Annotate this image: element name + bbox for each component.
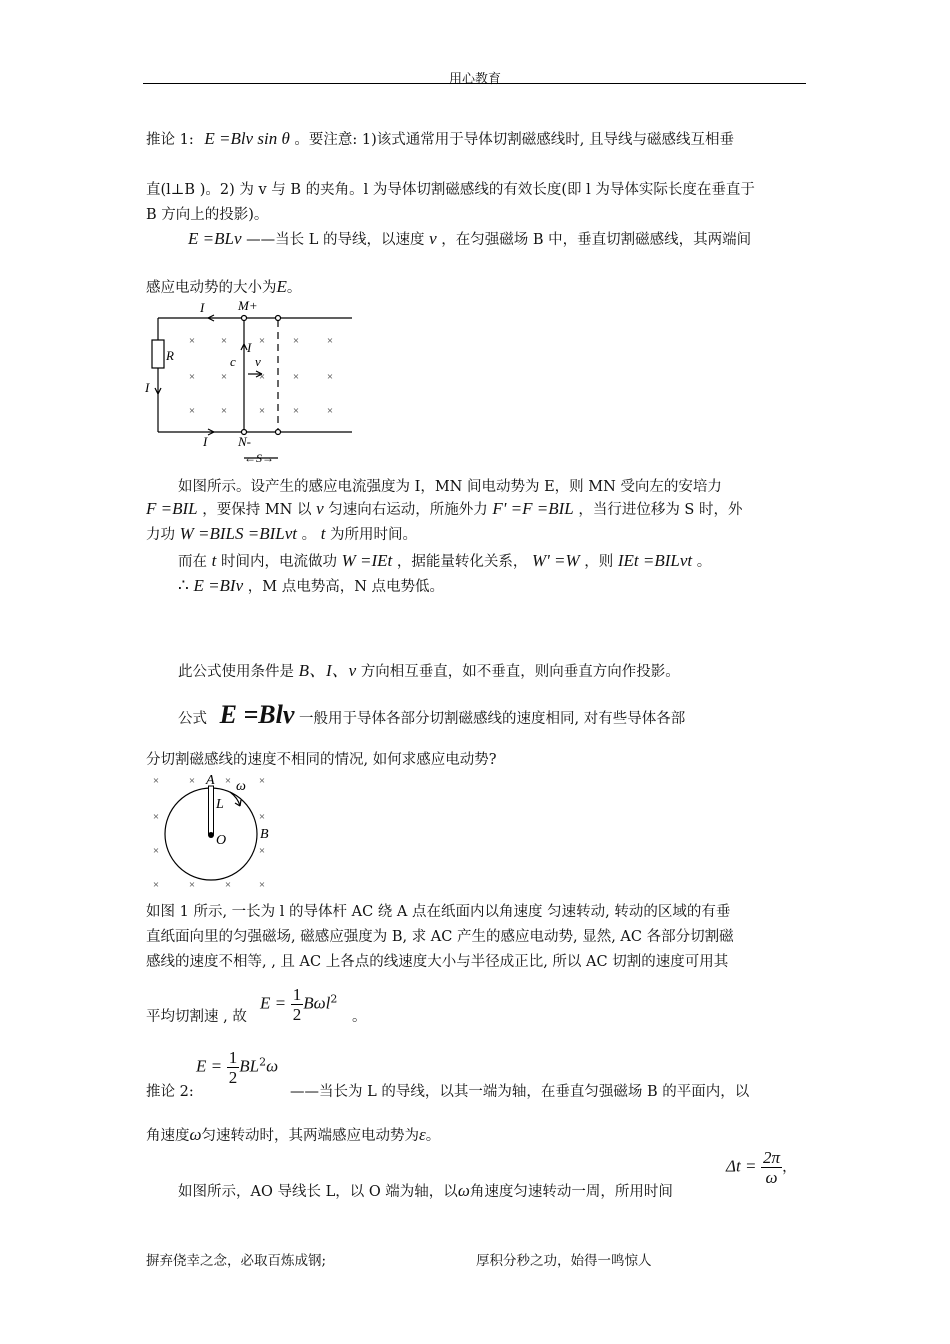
- label-i-rod: I: [247, 340, 252, 355]
- condition-line: [178, 656, 680, 681]
- label-c: c: [230, 354, 236, 369]
- svg-text:×: ×: [326, 371, 334, 383]
- svg-text:×: ×: [152, 845, 160, 857]
- derivation-p3c: ，据能量转化关系，: [396, 554, 528, 570]
- svg-text:×: ×: [326, 335, 334, 347]
- label-i-left: I: [145, 380, 150, 395]
- rotation-formula: [260, 985, 337, 1024]
- general-c: 分切割磁感线的速度不相同的情况, 如何求感应电动势?: [146, 752, 497, 768]
- formula-w-prime: W' =W: [531, 551, 580, 570]
- svg-text:×: ×: [220, 371, 228, 383]
- svg-text:×: ×: [258, 775, 266, 787]
- footer-right: 厚积分秒之功，始得一鸣惊人: [476, 1253, 652, 1269]
- rotation-l3: 感线的速度不相等, , 且 AC 上各点的线速度大小与半径成正比, 所以 AC 切割的速度可用其: [146, 954, 729, 970]
- blv-line: [188, 228, 751, 249]
- derivation-v: v: [316, 499, 324, 518]
- inference1-text-c: B 方向上的投影)。: [146, 207, 269, 223]
- general-a: 公式: [178, 711, 207, 727]
- svg-text:×: ×: [258, 405, 266, 417]
- inference2-f-rhs-a: BL: [239, 1056, 260, 1076]
- inference2-num: 1: [228, 1048, 238, 1067]
- general-line: [178, 700, 685, 730]
- derivation-p3d: ，则: [584, 554, 614, 570]
- inference1-label: 推论 1:: [146, 132, 194, 148]
- derivation-line2: [146, 498, 742, 519]
- formula-f: F =BIL: [146, 499, 198, 518]
- last-end: ，: [782, 1159, 797, 1176]
- inference1-formula: E =Blv sin θ: [204, 129, 290, 148]
- blv-text-b: ，在匀强磁场 B 中，垂直切割磁感线，其两端间: [441, 232, 752, 248]
- rotation-l4: 平均切割速 , 故: [146, 1009, 247, 1025]
- svg-text:×: ×: [152, 811, 160, 823]
- formula-e-biv: E =BIv: [193, 576, 244, 595]
- formula-w-iet: W =IEt: [341, 551, 393, 570]
- svg-text:×: ×: [258, 335, 266, 347]
- svg-text:×: ×: [220, 405, 228, 417]
- condition-a: 此公式使用条件是: [178, 664, 294, 680]
- blv-v: v: [429, 229, 437, 248]
- rotation-l2: 直纸面向里的匀强磁场, 磁感应强度为 B, 求 AC 产生的感应电动势, 显然, AC 各部分切割磁: [146, 929, 734, 945]
- derivation-line3: [146, 523, 417, 544]
- derivation-p3e: 。: [696, 554, 712, 570]
- label-l: L: [216, 797, 224, 812]
- header-rule: [143, 83, 806, 84]
- derivation-p3b: 时间内，电流做功: [220, 554, 337, 570]
- last-b: 角速度匀速转动一周，所用时间: [469, 1184, 673, 1200]
- rotation-l1: 如图 1 所示, 一长为 l 的导体杆 AC 绕 A 点在纸面内以角速度 匀速转动, 转动的区域的有垂: [146, 904, 731, 920]
- formula-w: W =BILS =BILvt: [179, 524, 297, 543]
- derivation-p2c: 为所用时间。: [330, 527, 418, 543]
- last-fraction: [761, 1148, 782, 1187]
- svg-text:×: ×: [188, 879, 196, 891]
- rotation-f-lhs: E =: [260, 993, 287, 1013]
- inference2-omega: ω: [189, 1125, 202, 1144]
- inference2-end: 。: [425, 1128, 441, 1144]
- rotation-figure: [140, 768, 280, 894]
- inference2-label: 推论 2:: [146, 1084, 194, 1100]
- last-f-lhs: Δt =: [726, 1156, 757, 1176]
- inference2-f-exp: 2: [259, 1055, 267, 1069]
- general-b: 一般用于导体各部分切割磁感线的速度相同, 对有些导体各部: [298, 711, 686, 727]
- therefore-symbol: ∴: [178, 576, 189, 595]
- svg-text:×: ×: [258, 811, 266, 823]
- rod-ao: [209, 786, 214, 834]
- svg-text:×: ×: [188, 775, 196, 787]
- blv-line2: [146, 276, 301, 297]
- label-b: B: [260, 827, 269, 842]
- label-o: O: [216, 833, 227, 848]
- rotation-f-exp: 2: [330, 992, 338, 1006]
- inference2-f-rhs-b: ω: [266, 1056, 279, 1076]
- formula-f-prime: F' =F =BIL: [492, 499, 574, 518]
- derivation-p4b: ，M 点电势高，N 点电势低。: [247, 579, 445, 595]
- svg-text:×: ×: [188, 405, 196, 417]
- blv-text-c: 感应电动势的大小为: [146, 280, 277, 296]
- last-den: ω: [765, 1168, 778, 1187]
- label-n: N-: [238, 434, 251, 449]
- rotation-l4-end: 。: [352, 1009, 367, 1025]
- svg-text:×: ×: [224, 775, 232, 787]
- inference2-formula: [196, 1048, 278, 1087]
- blv-E: E: [276, 277, 287, 296]
- inference2-text-b: 角速度: [146, 1128, 190, 1144]
- derivation-p2a: 力功: [146, 527, 175, 543]
- blv-text-a: ——当长 L 的导线，以速度: [246, 232, 425, 248]
- derivation-p1c: 匀速向右运动，所施外力: [328, 502, 488, 518]
- fraction-half: [291, 985, 304, 1024]
- derivation-p1d: ，当行进位移为 S 时，外: [578, 502, 743, 518]
- derivation-p1a: 如图所示。设产生的感应电流强度为 I，MN 间电动势为 E，则 MN 受向左的安培力: [178, 479, 722, 495]
- svg-text:×: ×: [326, 405, 334, 417]
- svg-text:×: ×: [258, 879, 266, 891]
- inference1-text-b: 直(l⊥B )。2) 为 v 与 B 的夹角。l 为导体切割磁感线的有效长度(即 l 为导体实际长度在垂直于: [146, 182, 755, 198]
- label-a: A: [206, 773, 215, 788]
- inference2-text-a: ——当长为 L 的导线，以其一端为轴，在垂直匀强磁场 B 的平面内，以: [290, 1084, 750, 1100]
- inference2-den: 2: [228, 1068, 238, 1087]
- label-m: M+: [238, 298, 258, 313]
- svg-text:×: ×: [188, 335, 196, 347]
- derivation-line5: [178, 575, 444, 596]
- page-header: 用心教育: [448, 72, 501, 87]
- formula-iet: IEt =BILvt: [617, 551, 693, 570]
- derivation-p3a: 而在: [178, 554, 207, 570]
- circuit-figure: [140, 298, 360, 470]
- inference2-f-lhs: E =: [196, 1056, 223, 1076]
- condition-vars: B、I、v: [298, 661, 357, 680]
- svg-text:×: ×: [220, 335, 228, 347]
- svg-text:×: ×: [224, 879, 232, 891]
- svg-text:×: ×: [188, 371, 196, 383]
- derivation-t2: t: [211, 551, 217, 570]
- general-formula: E =Blv: [219, 700, 295, 729]
- label-i-top: I: [200, 300, 205, 315]
- inference2-fraction: [227, 1048, 240, 1087]
- fraction-den: 2: [292, 1005, 302, 1024]
- inference1-line: [146, 128, 734, 149]
- fraction-num: 1: [292, 985, 302, 1004]
- last-omega: ω: [457, 1181, 470, 1200]
- svg-text:×: ×: [258, 845, 266, 857]
- label-v: v: [255, 354, 261, 369]
- resistor: [152, 340, 164, 368]
- last-formula: [726, 1148, 797, 1187]
- label-r: R: [166, 348, 174, 363]
- label-s: ←S→: [244, 451, 274, 465]
- svg-text:×: ×: [292, 405, 300, 417]
- rotation-f-rhs: Bωl: [303, 993, 331, 1013]
- inference2-eps: ε: [419, 1125, 426, 1144]
- last-a: 如图所示，AO 导线长 L，以 O 端为轴，以: [178, 1184, 458, 1200]
- derivation-line4: [178, 550, 711, 571]
- derivation-p1b: ，要保持 MN 以: [202, 502, 312, 518]
- last-line: [178, 1180, 673, 1201]
- blv-formula: E =BLv: [188, 229, 242, 248]
- inference1-text-a: 。要注意: 1)该式通常用于导体切割磁感线时, 且导线与磁感线互相垂: [294, 132, 734, 148]
- label-i-bottom: I: [203, 434, 208, 449]
- last-num: 2π: [763, 1148, 781, 1167]
- inference2-text-c: 匀速转动时，其两端感应电动势为: [201, 1128, 420, 1144]
- svg-text:×: ×: [152, 775, 160, 787]
- condition-b: 方向相互垂直，如不垂直，则向垂直方向作投影。: [360, 664, 680, 680]
- svg-text:×: ×: [292, 371, 300, 383]
- svg-text:×: ×: [258, 371, 266, 383]
- derivation-p2b: 。: [301, 527, 317, 543]
- inference2-line2: [146, 1124, 440, 1145]
- label-omega: ω: [236, 779, 246, 794]
- svg-text:×: ×: [292, 335, 300, 347]
- footer-left: 摒弃侥幸之念，必取百炼成钢;: [146, 1253, 327, 1269]
- derivation-t: t: [320, 524, 326, 543]
- blv-end: 。: [286, 280, 302, 296]
- svg-text:×: ×: [152, 879, 160, 891]
